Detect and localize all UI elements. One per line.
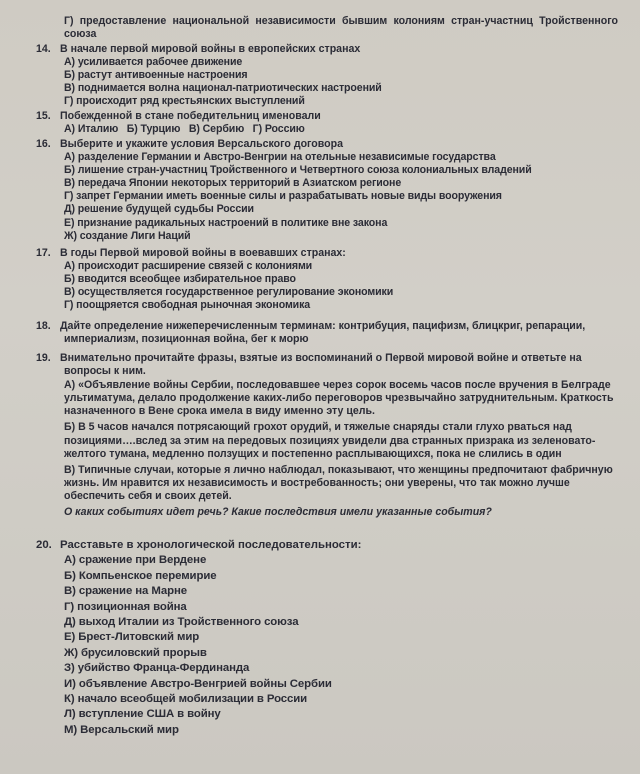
previous-question-continuation (36, 15, 618, 41)
question-text-line-2: империализм, позиционная война, бег к морю (64, 333, 309, 346)
answer-option: А) усиливается рабочее движение (64, 56, 243, 69)
answer-option: А) сражение при Вердене (64, 554, 207, 567)
answer-option: Б) лишение стран-участниц Тройственного и Четвертного союза колониальных владений (64, 164, 532, 177)
quote-b-line-3: желтого тумана, медленно ползущих и постепенно расплывающихся, пока не слились в один (64, 447, 562, 460)
answer-option: Г) позиционная война (64, 600, 187, 613)
question-19 (36, 352, 618, 519)
answer-option: В) передача Японии некоторых территорий в Азиатском регионе (64, 177, 402, 190)
quote-question: О каких событиях идет речь? Какие последствия имели указанные события? (64, 506, 492, 519)
continuation-text: Г) предоставление национальной независимости бывшим колониям стран-участниц Тройственного союза (64, 15, 618, 41)
question-text-line-1: Внимательно прочитайте фразы, взятые из воспоминаний о Первой мировой войне и ответьте на (60, 352, 582, 364)
answer-option: З) убийство Франца-Фердинанда (64, 662, 250, 675)
answer-option: Г) поощряется свободная рыночная экономика (64, 299, 311, 312)
answer-option: Г) происходит ряд крестьянских выступлений (64, 95, 305, 108)
answer-option: В) сражение на Марне (64, 585, 187, 598)
question-18 (36, 320, 618, 346)
answer-option: Л) вступление США в войну (64, 708, 221, 721)
question-text-line-2: вопросы к ним. (64, 365, 146, 378)
question-17 (36, 247, 618, 312)
question-20 (36, 538, 618, 738)
quote-a-line-2: ультиматума, делало продолжение каких-либо переговоров чрезвычайно затруднительным. Краткость (64, 392, 614, 405)
answer-option: Ж) создание Лиги Наций (64, 229, 191, 242)
answer-option: Б) Компьенское перемирие (64, 569, 217, 582)
question-text: Расставьте в хронологической последовательности: (60, 539, 362, 551)
question-15 (36, 110, 618, 136)
answer-option: В) осуществляется государственное регулирование экономики (64, 286, 394, 299)
question-16 (36, 138, 618, 243)
quote-a-line-1: А) «Объявление войны Сербии, последовавшее через сорок восемь часов после вручения в Белграде (64, 379, 611, 392)
question-text-line-1: Дайте определение нижеперечисленным терминам: контрибуция, пацифизм, блицкриг, репарации, (60, 320, 586, 332)
answer-option: И) объявление Австро-Венгрией войны Сербии (64, 677, 332, 690)
question-14 (36, 43, 618, 108)
answer-option: А) происходит расширение связей с колониями (64, 260, 313, 273)
answer-option: Е) признание радикальных настроений в политике вне закона (64, 216, 388, 229)
question-number: 15. (36, 110, 51, 122)
quote-c-line-3: обеспечить себя и своих детей. (64, 489, 232, 502)
question-text: В начале первой мировой войны в европейских странах (60, 43, 361, 55)
answer-option: Ж) брусиловский прорыв (64, 646, 207, 659)
quote-c-line-1: В) Типичные случаи, которые я лично наблюдал, показывают, что женщины предпочитают фабричную (64, 463, 613, 476)
answer-option: К) начало всеобщей мобилизации в России (64, 693, 308, 706)
question-number: 16. (36, 138, 51, 150)
question-number: 18. (36, 320, 51, 332)
answer-option: Д) решение будущей судьбы России (64, 203, 254, 216)
answer-option: М) Версальский мир (64, 723, 179, 736)
question-text: В годы Первой мировой войны в воевавших странах: (60, 247, 346, 259)
answer-option: Б) вводится всеобщее избирательное право (64, 273, 296, 286)
question-text: Побежденной в стане победительниц именовали (60, 110, 321, 122)
question-number: 14. (36, 43, 51, 55)
answer-option: Е) Брест-Литовский мир (64, 631, 200, 644)
answer-option: Д) выход Италии из Тройственного союза (64, 616, 299, 629)
quote-b-line-2: позициями….вслед за этим на передовых позициях увидели два странных призрака из зеленовато- (64, 434, 596, 447)
answer-option: В) поднимается волна национал-патриотических настроений (64, 82, 382, 95)
answer-option: Б) растут антивоенные настроения (64, 69, 248, 82)
answer-option: А) разделение Германии и Австро-Венгрии на отельные независимые государства (64, 151, 496, 164)
quote-a-line-3: назначенного в Вене срока имела в виду именно эту цель. (64, 405, 375, 418)
answer-option: Г) запрет Германии иметь военные силы и разрабатывать новые виды вооружения (64, 190, 502, 203)
question-text: Выберите и укажите условия Версальского договора (60, 138, 343, 150)
question-number: 20. (36, 539, 52, 551)
question-number: 17. (36, 247, 51, 259)
answer-options-line: А) Италию Б) Турцию В) Сербию Г) Россию (64, 123, 305, 136)
quote-c-line-2: жизнь. Им нравится их независимость и востребованность; они уверены, что так можно лучше (64, 476, 570, 489)
question-number: 19. (36, 352, 51, 364)
quote-b-line-1: Б) В 5 часов начался потрясающий грохот орудий, и тяжелые снаряды стали глухо рваться над (64, 421, 572, 434)
